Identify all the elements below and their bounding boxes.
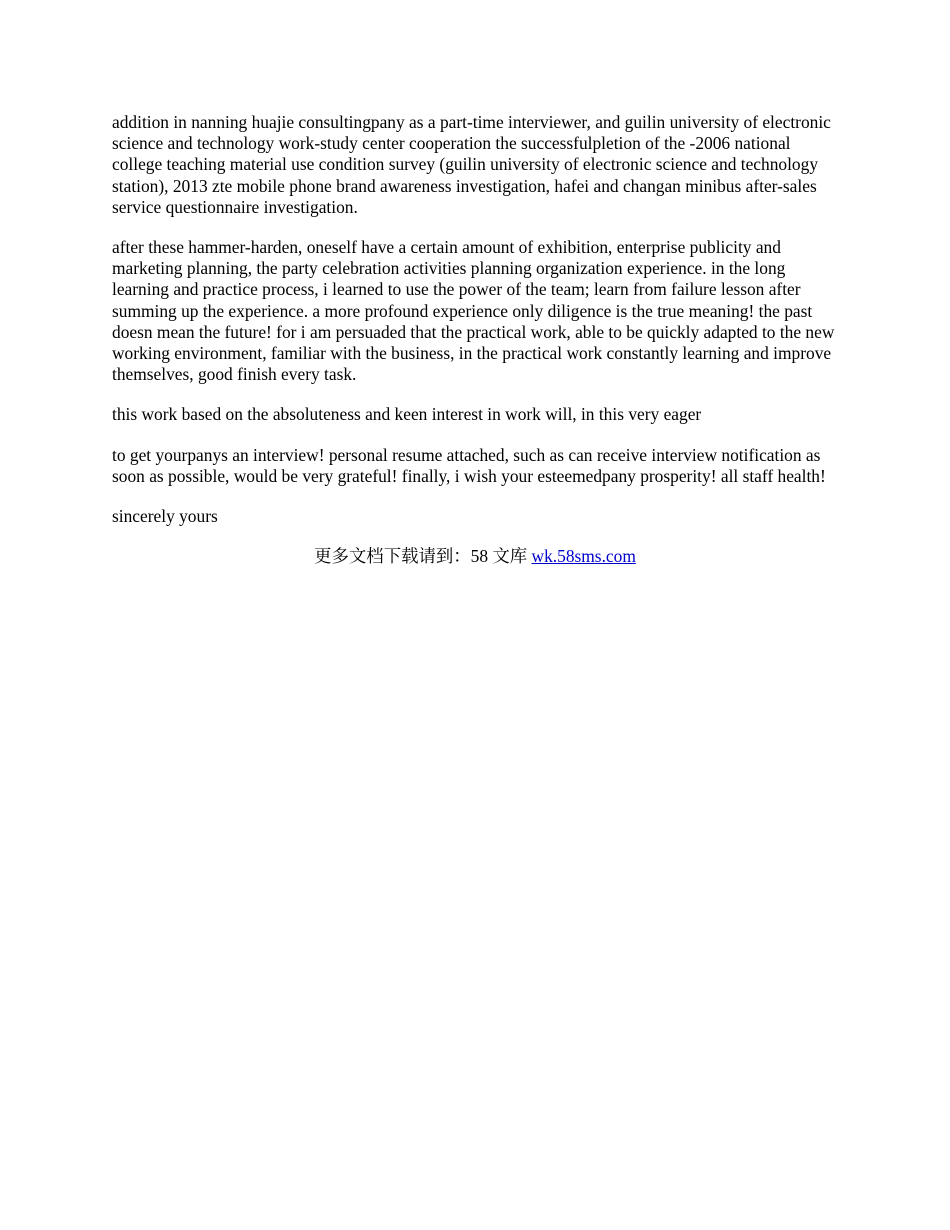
body-paragraph-skills: after these hammer-harden, oneself have a certain amount of exhibition, enterprise publicity and marketing planning, the party celebration activities planning organization experience. in the long learning and practice process, i learned to use the power of the team; learn from failure lesson after summing up the experience. a more profound experience only diligence is the true meaning! the past doesn mean the future! for i am persuaded that the practical work, able to be quickly adapted to the new working environment, familiar with the business, in the practical work constantly learning and improve themselves, good finish every task. bbox=[112, 237, 835, 385]
body-paragraph-request: to get yourpanys an interview! personal resume attached, such as can receive interview notification as soon as possible, would be very grateful! finally, i wish your esteemedpany prosperity! all staff health! bbox=[112, 444, 826, 486]
download-footer bbox=[0, 546, 950, 567]
body-paragraph-experience: addition in nanning huajie consultingpany as a part-time interviewer, and guilin university of electronic science and technology work-study center cooperation the successfulpletion of the -2006 national college teaching material use condition survey (guilin university of electronic science and technology station), 2013 zte mobile phone brand awareness investigation, hafei and changan minibus after-sales service questionnaire investigation. bbox=[112, 112, 831, 217]
footer-link[interactable]: wk.58sms.com bbox=[531, 546, 636, 567]
body-paragraph-motivation: this work based on the absoluteness and keen interest in work will, in this very eager bbox=[112, 404, 702, 425]
document-page bbox=[112, 112, 838, 567]
closing-line: sincerely yours bbox=[112, 506, 218, 527]
footer-text: 更多文档下载请到：58 文库 bbox=[314, 546, 532, 567]
